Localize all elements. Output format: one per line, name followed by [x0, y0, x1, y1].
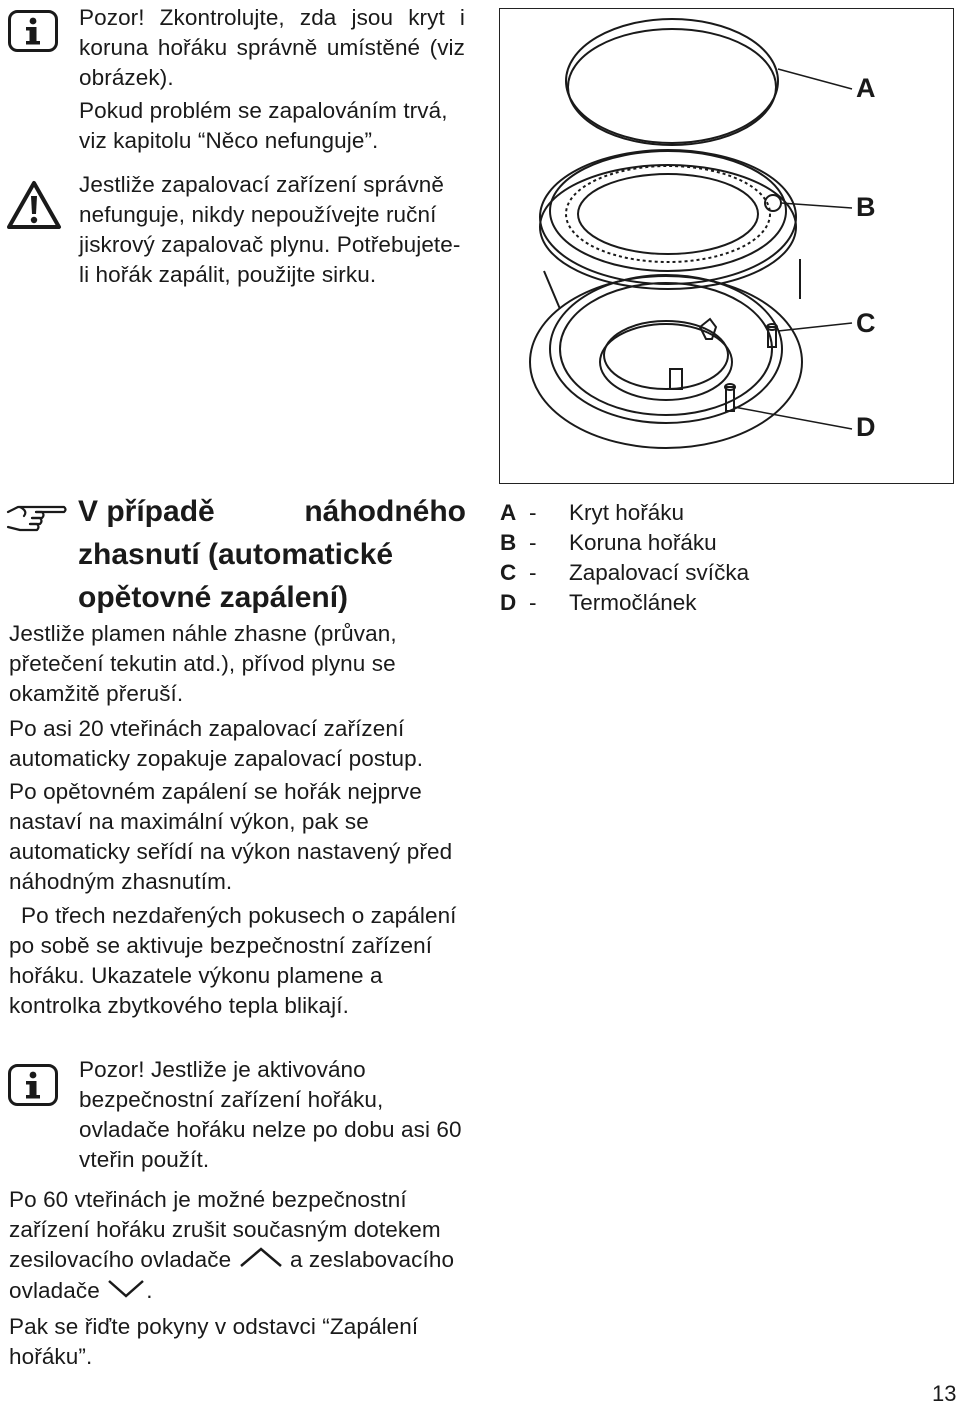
chevron-up-icon — [238, 1246, 284, 1276]
heading-line: zhasnutí (automatické — [78, 538, 394, 571]
note-text: Pozor! Jestliže je aktivováno bezpečnostní zařízení hořáku, ovladače hořáku nelze po dobu asi 60 vteřin použít. — [79, 1057, 462, 1172]
note-text: Pozor! Zkontrolujte, zda jsou kryt i koruna hořáku správně umístěné (viz obrázek). — [79, 5, 465, 90]
figure-label-b: B — [856, 192, 876, 222]
figure-label-d: D — [856, 412, 876, 442]
burner-diagram — [499, 8, 954, 484]
figure-label-c: C — [856, 308, 876, 338]
body-paragraph: Po 60 vteřinách je možné bezpečnostní zařízení hořáku zrušit současným dotekem zesilovacího ovladače a zeslabovacího ovladače . — [9, 1185, 465, 1307]
body-paragraph: Jestliže plamen náhle zhasne (průvan, přetečení tekutin atd.), přívod plynu se okamžitě přeruší. — [9, 621, 397, 706]
info-icon — [8, 1064, 58, 1106]
section-heading — [78, 490, 466, 619]
body-paragraph: Pak se řiďte pokyny v odstavci “Zapálení hořáku”. — [9, 1314, 419, 1369]
heading-line: opětovné zapálení) — [78, 581, 349, 614]
body-paragraph: Po opětovném zapálení se hořák nejprve nastaví na maximální výkon, pak se automaticky seřídí na výkon nastavený před náhodným zhasnutím. — [9, 779, 453, 894]
pointing-hand-icon — [6, 500, 68, 534]
warning-text: Jestliže zapalovací zařízení správně nefunguje, nikdy nepoužívejte ruční jiskrový zapalovač plynu. Potřebujete-li hořák zapálit, použijte sirku. — [79, 172, 461, 287]
info-icon — [8, 10, 58, 52]
burner-drawing — [500, 9, 952, 482]
body-paragraph: Po asi 20 vteřinách zapalovací zařízení automaticky zopakuje zapalovací postup. — [9, 716, 424, 771]
note-text: Pokud problém se zapalováním trvá, viz kapitolu “Něco nefunguje”. — [79, 98, 448, 153]
body-paragraph: Po třech nezdařených pokusech o zapálení po sobě se aktivuje bezpečnostní zařízení hořáku. Ukazatele výkonu plamene a kontrolka zbytkového tepla blikají. — [9, 903, 457, 1018]
warning-triangle-icon — [6, 180, 62, 230]
heading-line: náhodného — [304, 495, 466, 528]
page-number: 13 — [932, 1381, 957, 1406]
figure-label-a: A — [856, 73, 876, 103]
heading-line: V případě — [78, 495, 215, 528]
chevron-down-icon — [106, 1277, 146, 1307]
